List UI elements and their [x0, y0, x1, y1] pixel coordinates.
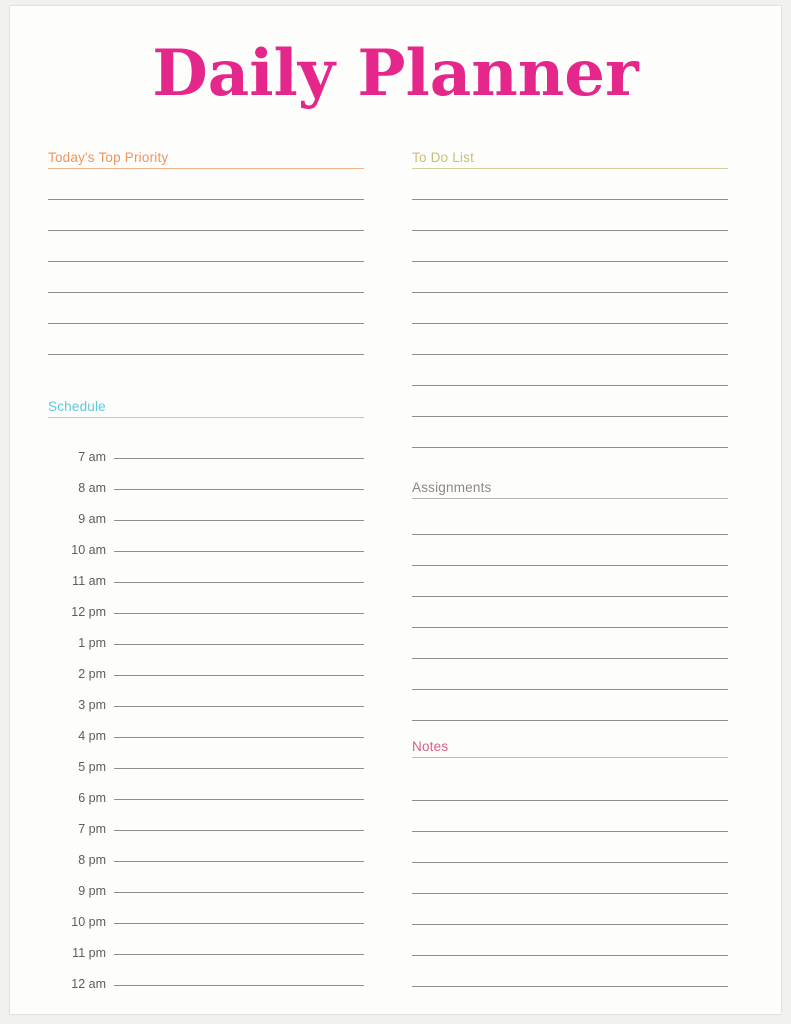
schedule-write-line[interactable] [114, 830, 364, 831]
schedule-row[interactable] [48, 678, 364, 712]
schedule-rows [48, 430, 364, 991]
schedule-row[interactable] [48, 492, 364, 526]
schedule-row[interactable] [48, 585, 364, 619]
schedule-time-label: 12 pm [71, 605, 106, 619]
schedule-time-label: 10 pm [71, 915, 106, 929]
schedule-write-line[interactable] [114, 861, 364, 862]
schedule-write-line[interactable] [114, 923, 364, 924]
section-top-priority [48, 150, 364, 355]
schedule-row[interactable] [48, 647, 364, 681]
top-priority-lines[interactable] [48, 169, 364, 355]
section-schedule [48, 399, 364, 991]
schedule-row[interactable] [48, 554, 364, 588]
schedule-write-line[interactable] [114, 551, 364, 552]
schedule-write-line[interactable] [114, 954, 364, 955]
schedule-write-line[interactable] [114, 706, 364, 707]
section-assignments [412, 480, 728, 721]
schedule-time-label: 12 am [71, 977, 106, 991]
schedule-row[interactable] [48, 740, 364, 774]
schedule-row[interactable] [48, 430, 364, 464]
schedule-write-line[interactable] [114, 520, 364, 521]
schedule-time-label: 8 am [78, 481, 106, 495]
schedule-write-line[interactable] [114, 675, 364, 676]
schedule-time-label: 1 pm [78, 636, 106, 650]
to-do-list-lines[interactable] [412, 169, 728, 448]
schedule-time-label: 5 pm [78, 760, 106, 774]
page-title: Daily Planner [152, 36, 639, 111]
schedule-row[interactable] [48, 709, 364, 743]
schedule-time-label: 2 pm [78, 667, 106, 681]
section-heading-notes: Notes [412, 739, 449, 754]
schedule-row[interactable] [48, 864, 364, 898]
schedule-row[interactable] [48, 461, 364, 495]
section-heading-assignments: Assignments [412, 480, 492, 495]
schedule-time-label: 11 am [72, 574, 106, 588]
heading-underline-schedule [48, 417, 364, 418]
section-heading-schedule: Schedule [48, 399, 106, 414]
schedule-time-label: 9 am [78, 512, 106, 526]
section-to-do-list [412, 150, 728, 448]
schedule-write-line[interactable] [114, 892, 364, 893]
schedule-write-line[interactable] [114, 582, 364, 583]
schedule-row[interactable] [48, 616, 364, 650]
schedule-time-label: 11 pm [72, 946, 106, 960]
right-column [412, 150, 728, 987]
schedule-write-line[interactable] [114, 737, 364, 738]
assignments-lines[interactable] [412, 499, 728, 721]
schedule-time-label: 10 am [71, 543, 106, 557]
schedule-row[interactable] [48, 833, 364, 867]
paper-sheet [10, 6, 781, 1014]
schedule-write-line[interactable] [114, 799, 364, 800]
schedule-write-line[interactable] [114, 458, 364, 459]
schedule-row[interactable] [48, 926, 364, 960]
schedule-write-line[interactable] [114, 489, 364, 490]
schedule-time-label: 6 pm [78, 791, 106, 805]
section-notes [412, 739, 728, 987]
schedule-row[interactable] [48, 895, 364, 929]
schedule-row[interactable] [48, 957, 364, 991]
schedule-row[interactable] [48, 802, 364, 836]
schedule-write-line[interactable] [114, 768, 364, 769]
schedule-write-line[interactable] [114, 985, 364, 986]
section-heading-top-priority: Today's Top Priority [48, 150, 169, 165]
schedule-time-label: 8 pm [78, 853, 106, 867]
schedule-time-label: 7 am [78, 450, 106, 464]
schedule-time-label: 7 pm [78, 822, 106, 836]
schedule-write-line[interactable] [114, 613, 364, 614]
schedule-write-line[interactable] [114, 644, 364, 645]
section-heading-to-do-list: To Do List [412, 150, 475, 165]
schedule-row[interactable] [48, 771, 364, 805]
schedule-time-label: 3 pm [78, 698, 106, 712]
left-column [48, 150, 364, 991]
notes-lines[interactable] [412, 758, 728, 987]
schedule-time-label: 9 pm [78, 884, 106, 898]
schedule-row[interactable] [48, 523, 364, 557]
schedule-time-label: 4 pm [78, 729, 106, 743]
